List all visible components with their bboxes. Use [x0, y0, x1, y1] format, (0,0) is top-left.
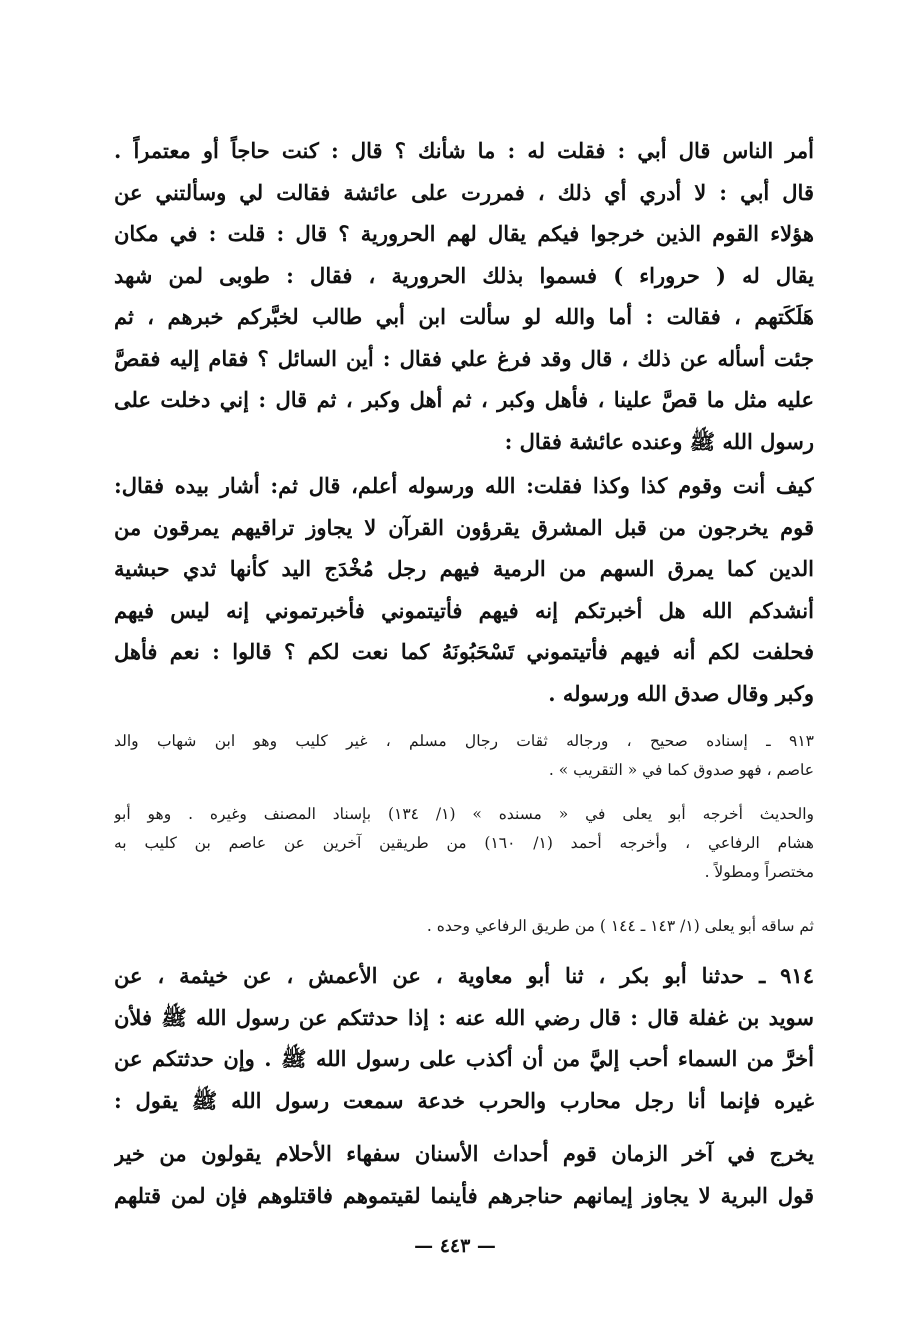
- footnote-line: مختصراً ومطولاً .: [704, 863, 814, 881]
- text-line: قول البرية لا يجاوز إيمانهم حناجرهم فأينما لقيتموهم فاقتلوهم فإن لمن قتلهم: [114, 1182, 814, 1208]
- footnote-line: عاصم ، فهو صدوق كما في « التقريب » .: [548, 761, 814, 779]
- text-line: يخرج في آخر الزمان قوم أحداث الأسنان سفهاء الأحلام يقولون من خير: [114, 1141, 814, 1166]
- paragraph-hadith-text: [114, 465, 814, 714]
- text-line: قال أبي : لا أدري أي ذلك ، فمررت على عائشة فقالت لي وسألتني عن: [114, 179, 814, 205]
- text-line: ٩١٤ ـ حدثنا أبو بكر ، ثنا أبو معاوية ، عن الأعمش ، عن خيثمة ، عن: [114, 963, 814, 988]
- text-line: أخرَّ من السماء أحب إليَّ من أن أكذب على رسول الله ﷺ . وإن حدثتكم عن: [114, 1046, 814, 1071]
- paragraph-hadith-text-2: [114, 1133, 814, 1216]
- text-line: هَلَكَتهم ، فقالت : أما والله لو سألت ابن أبي طالب لخبَّركم خبرهم ، ثم: [114, 304, 814, 329]
- footnote-takhrij: [114, 800, 814, 887]
- text-line: أمر الناس قال أبي : فقلت له : ما شأنك ؟ قال : كنت حاجاً أو معتمراً .: [114, 138, 814, 163]
- text-line: قوم يخرجون من قبل المشرق يقرؤون القرآن لا يجاوز تراقيهم يمرقون من: [114, 514, 814, 540]
- footnote-line: والحديث أخرجه أبو يعلى في « مسنده » (١/ ١٣٤) بإسناد المصنف وغيره . وهو أبو: [114, 805, 814, 823]
- footnote-isnad: [114, 727, 814, 785]
- footnote-line: ٩١٣ ـ إسناده صحيح ، ورجاله ثقات رجال مسلم ، غير كليب وهو ابن شهاب والد: [114, 732, 814, 750]
- text-line: فحلفت لكم أنه فيهم فأتيتموني تَسْحَبُونَهُ كما نعت لكم ؟ قالوا : نعم فأهل: [114, 639, 814, 664]
- footnote-line: هشام الرفاعي ، وأخرجه أحمد (١/ ١٦٠) من طريقين آخرين عن عاصم بن كليب به: [114, 834, 814, 852]
- text-line: عليه مثل ما قصَّ علينا ، فأهل وكبر ، ثم أهل وكبر ، ثم قال : إني دخلت على: [114, 387, 814, 412]
- text-line: وكبر وقال صدق الله ورسوله .: [548, 680, 814, 706]
- footnote-abu-yala: [114, 912, 814, 941]
- text-line: رسول الله ﷺ وعنده عائشة فقال :: [504, 428, 814, 454]
- text-line: كيف أنت وقوم كذا وكذا فقلت: الله ورسوله أعلم، قال ثم: أشار بيده فقال:: [114, 473, 814, 498]
- text-line: أنشدكم الله هل أخبرتكم إنه فيهم فأتيتموني فأخبرتموني إنه ليس فيهم: [114, 597, 814, 623]
- page-number: — ٤٤٣ —: [414, 1235, 496, 1257]
- text-line: هؤلاء القوم الذين خرجوا فيكم يقال لهم الحرورية ؟ قال : قلت : في مكان: [114, 221, 814, 246]
- text-line: جئت أسأله عن ذلك ، قال وقد فرغ علي فقال : أين السائل ؟ فقام إليه فقصَّ: [114, 345, 814, 371]
- text-line: الدين كما يمرق السهم من الرمية فيهم رجل مُخْدَج اليد كأنها ثدي حبشية: [114, 556, 814, 581]
- text-line: سويد بن غفلة قال : قال رضي الله عنه : إذا حدثتكم عن رسول الله ﷺ فلأن: [114, 1004, 814, 1030]
- footnote-line: ثم ساقه أبو يعلى (١/ ١٤٣ ـ ١٤٤ ) من طريق الرفاعي وحده .: [426, 917, 814, 935]
- paragraph-narration-1: [114, 130, 814, 462]
- text-line: يقال له ( حروراء ) فسموا بذلك الحرورية ، فقال : طوبى لمن شهد: [114, 262, 814, 288]
- text-line: غيره فإنما أنا رجل محارب والحرب خدعة سمعت رسول الله ﷺ يقول :: [114, 1087, 814, 1113]
- paragraph-hadith-914: [114, 955, 814, 1121]
